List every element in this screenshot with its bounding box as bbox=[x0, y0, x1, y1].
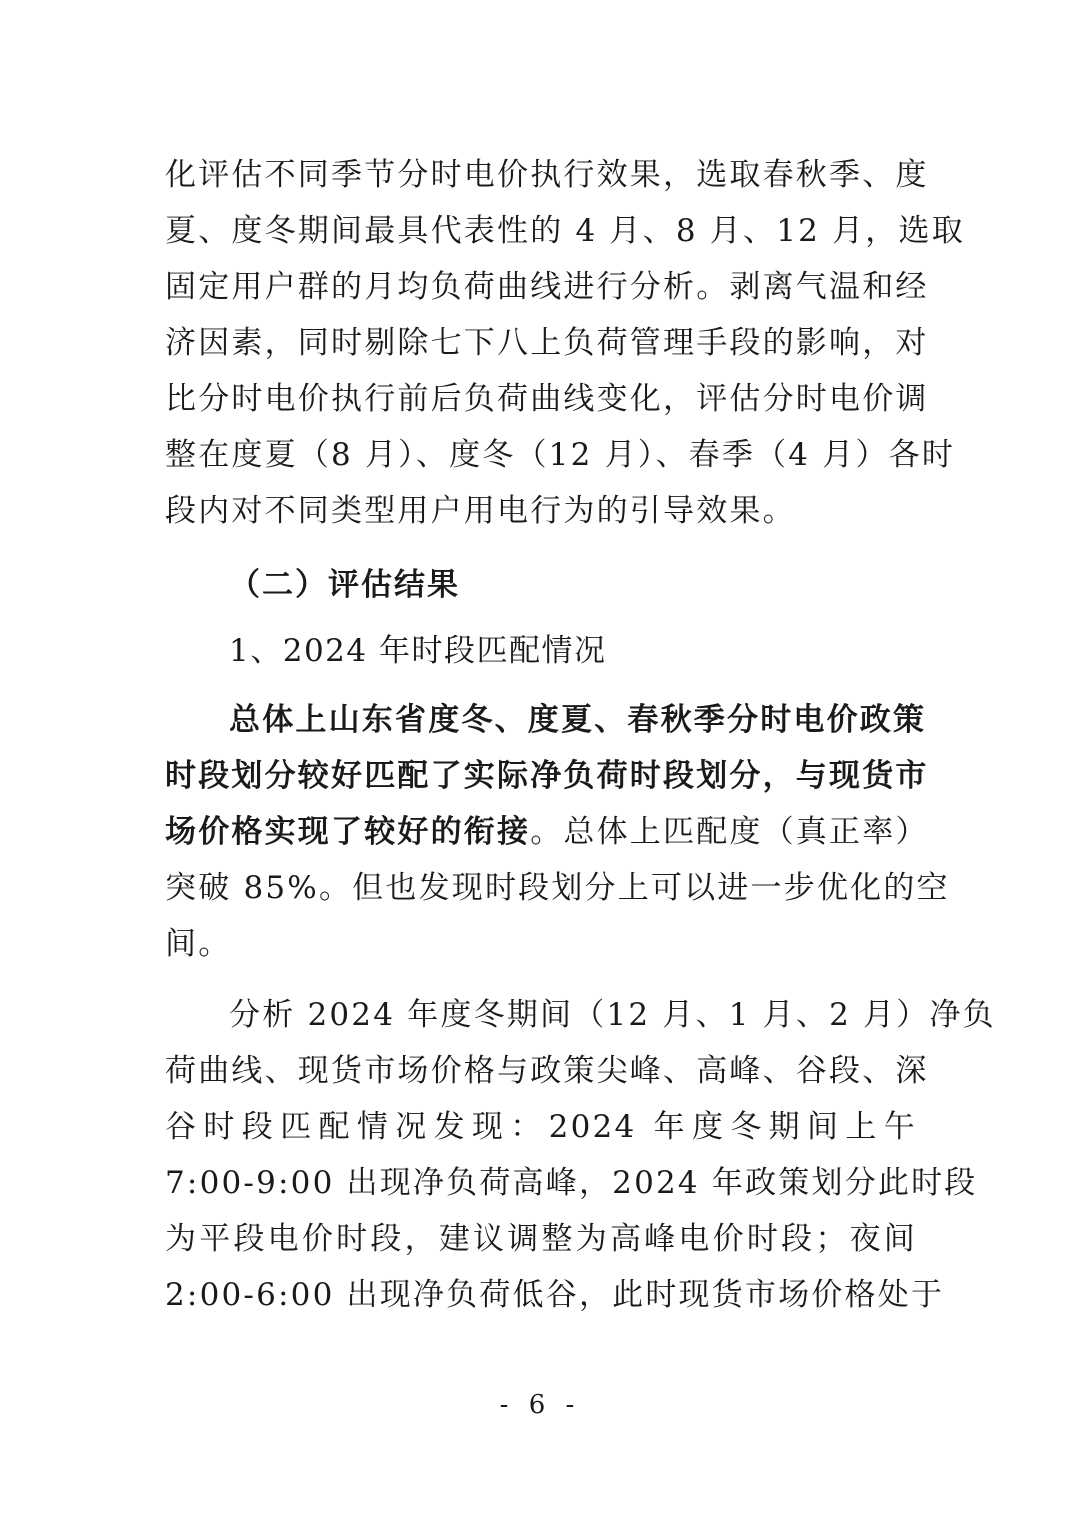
paragraph-3-line-4: 7:00-9:00 出现净负荷高峰，2024 年政策划分此时段 bbox=[165, 1165, 978, 1201]
paragraph-2-line-5: 间。 bbox=[165, 926, 232, 962]
paragraph-1-line-7: 段内对不同类型用户用电行为的引导效果。 bbox=[165, 493, 796, 529]
paragraph-3-line-5: 为平段电价时段，建议调整为高峰电价时段；夜间 bbox=[165, 1221, 917, 1257]
paragraph-2-continuation: 。总体上匹配度（真正率） bbox=[530, 814, 929, 850]
paragraph-1-line-1: 化评估不同季节分时电价执行效果，选取春秋季、度 bbox=[165, 157, 929, 193]
paragraph-1-line-2: 夏、度冬期间最具代表性的 4 月、8 月、12 月，选取 bbox=[165, 213, 965, 249]
paragraph-2-line-3 bbox=[165, 812, 929, 852]
paragraph-3-line-1: 分析 2024 年度冬期间（12 月、1 月、2 月）净负 bbox=[229, 997, 996, 1033]
paragraph-2-line-2: 时段划分较好匹配了实际净负荷时段划分，与现货市 bbox=[165, 758, 929, 794]
paragraph-2-line-1: 总体上山东省度冬、度夏、春秋季分时电价政策 bbox=[229, 702, 927, 738]
paragraph-3-line-3: 谷时段匹配情况发现：2024 年度冬期间上午 bbox=[165, 1109, 917, 1145]
paragraph-3-line-2: 荷曲线、现货市场价格与政策尖峰、高峰、谷段、深 bbox=[165, 1053, 929, 1089]
paragraph-1-line-4: 济因素，同时剔除七下八上负荷管理手段的影响，对 bbox=[165, 325, 929, 361]
subsection-heading: 1、2024 年时段匹配情况 bbox=[229, 633, 607, 669]
paragraph-1-line-6: 整在度夏（8 月）、度冬（12 月）、春季（4 月）各时 bbox=[165, 437, 956, 473]
section-heading: （二）评估结果 bbox=[229, 567, 460, 603]
paragraph-3-line-6: 2:00-6:00 出现净负荷低谷，此时现货市场价格处于 bbox=[165, 1277, 945, 1313]
page-number: - 6 - bbox=[499, 1390, 581, 1420]
paragraph-2-emphasis: 场价格实现了较好的衔接 bbox=[165, 814, 531, 850]
paragraph-1-line-3: 固定用户群的月均负荷曲线进行分析。剥离气温和经 bbox=[165, 269, 929, 305]
paragraph-2-line-4: 突破 85%。但也发现时段划分上可以进一步优化的空 bbox=[165, 870, 950, 906]
paragraph-1-line-5: 比分时电价执行前后负荷曲线变化，评估分时电价调 bbox=[165, 381, 929, 417]
